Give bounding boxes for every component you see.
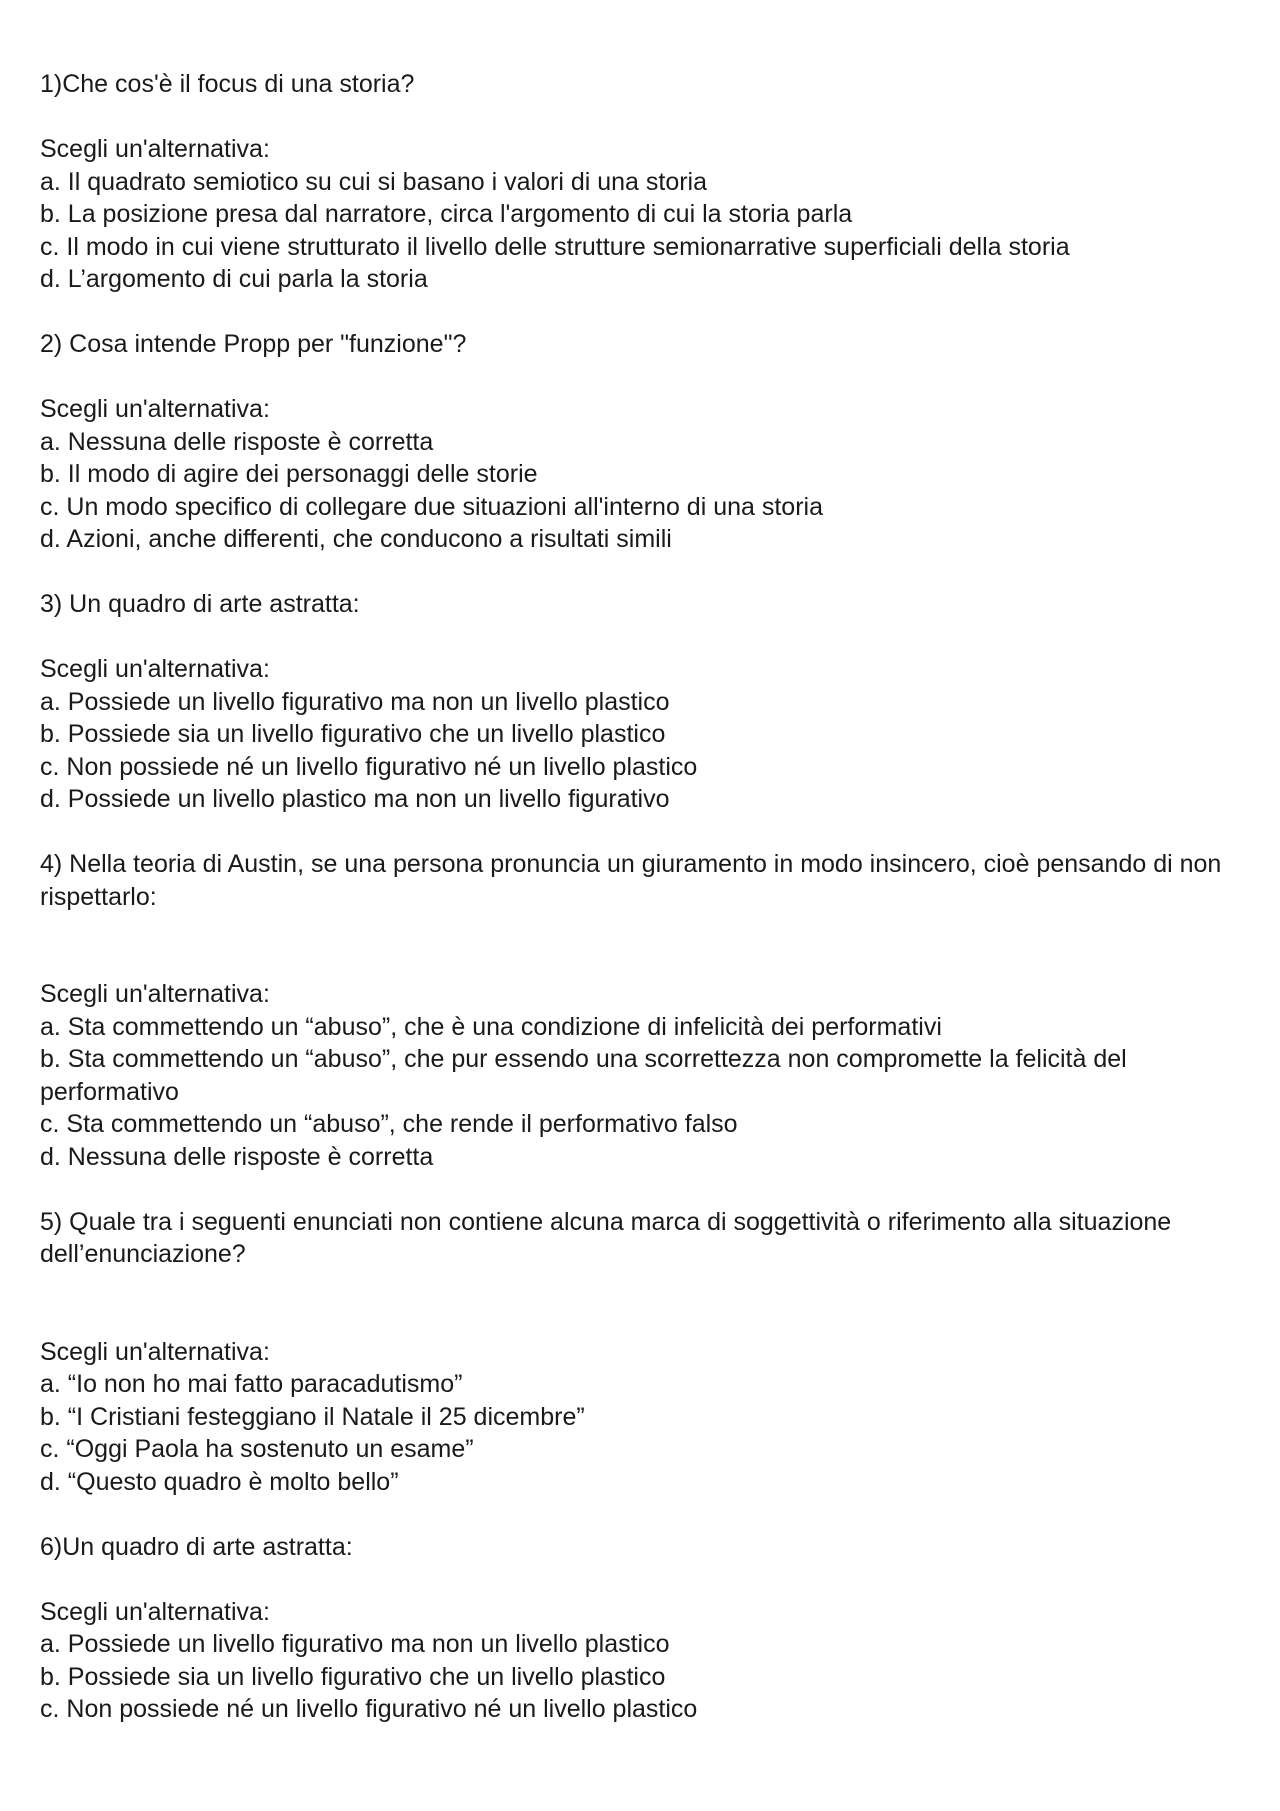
question-text: 2) Cosa intende Propp per "funzione"? xyxy=(40,330,467,358)
question-1 xyxy=(40,68,1250,296)
options-list xyxy=(40,1011,1250,1174)
option-a: a. Possiede un livello figurativo ma non un livello plastico xyxy=(40,1630,670,1658)
option-a: a. Nessuna delle risposte è corretta xyxy=(40,427,434,456)
question-6 xyxy=(40,1531,1250,1726)
question-text: 6)Un quadro di arte astratta: xyxy=(40,1532,353,1561)
options-list xyxy=(40,686,1250,816)
option-d: d. Azioni, anche differenti, che conducono a risultati simili xyxy=(40,525,672,553)
option-a: a. Possiede un livello figurativo ma non un livello plastico xyxy=(40,687,670,716)
question-text: 1)Che cos'è il focus di una storia? xyxy=(40,70,415,98)
option-c: c. Non possiede né un livello figurativo né un livello plastico xyxy=(40,752,698,781)
option-c: c. “Oggi Paola ha sostenuto un esame” xyxy=(40,1435,474,1463)
option-b: b. La posizione presa dal narratore, circa l'argomento di cui la storia parla xyxy=(40,200,853,228)
choice-prompt: Scegli un'alternativa: xyxy=(40,980,270,1008)
question-5 xyxy=(40,1206,1250,1499)
options-list xyxy=(40,166,1250,296)
option-b: b. Possiede sia un livello figurativo che un livello plastico xyxy=(40,720,666,748)
option-c: c. Il modo in cui viene strutturato il livello delle strutture semionarrative superficiali della storia xyxy=(40,232,1070,261)
option-d: d. Nessuna delle risposte è corretta xyxy=(40,1142,434,1171)
option-b: b. Il modo di agire dei personaggi delle storie xyxy=(40,460,538,488)
choice-prompt: Scegli un'alternativa: xyxy=(40,1337,270,1366)
choice-prompt: Scegli un'alternativa: xyxy=(40,395,270,423)
choice-prompt: Scegli un'alternativa: xyxy=(40,655,270,683)
option-d: d. “Questo quadro è molto bello” xyxy=(40,1467,399,1496)
option-c: c. Un modo specifico di collegare due situazioni all'interno di una storia xyxy=(40,492,823,521)
document-page xyxy=(40,68,1250,1726)
option-a: a. “Io non ho mai fatto paracadutismo” xyxy=(40,1370,463,1398)
question-2 xyxy=(40,328,1250,556)
choice-prompt: Scegli un'alternativa: xyxy=(40,1597,270,1626)
options-list xyxy=(40,1368,1250,1498)
question-3 xyxy=(40,588,1250,816)
option-b: b. “I Cristiani festeggiano il Natale il 25 dicembre” xyxy=(40,1402,585,1431)
option-d: d. Possiede un livello plastico ma non un livello figurativo xyxy=(40,785,670,813)
option-a: a. Il quadrato semiotico su cui si basano i valori di una storia xyxy=(40,167,708,196)
question-text: 5) Quale tra i seguenti enunciati non contiene alcuna marca di soggettività o riferimento alla situazione dell’enunciazione? xyxy=(40,1207,1172,1268)
option-c: c. Non possiede né un livello figurativo né un livello plastico xyxy=(40,1695,698,1723)
option-c: c. Sta commettendo un “abuso”, che rende il performativo falso xyxy=(40,1110,738,1138)
question-text: 4) Nella teoria di Austin, se una persona pronuncia un giuramento in modo insincero, cioè pensando di non rispettarlo: xyxy=(40,850,1222,911)
question-text: 3) Un quadro di arte astratta: xyxy=(40,590,360,618)
options-list xyxy=(40,1628,1250,1726)
option-a: a. Sta commettendo un “abuso”, che è una condizione di infelicità dei performativi xyxy=(40,1012,942,1041)
option-b: b. Sta commettendo un “abuso”, che pur essendo una scorrettezza non compromette la felicità del performativo xyxy=(40,1045,1127,1106)
option-d: d. L’argomento di cui parla la storia xyxy=(40,265,428,293)
question-4 xyxy=(40,848,1250,1173)
option-b: b. Possiede sia un livello figurativo che un livello plastico xyxy=(40,1662,666,1691)
choice-prompt: Scegli un'alternativa: xyxy=(40,135,270,163)
options-list xyxy=(40,426,1250,556)
